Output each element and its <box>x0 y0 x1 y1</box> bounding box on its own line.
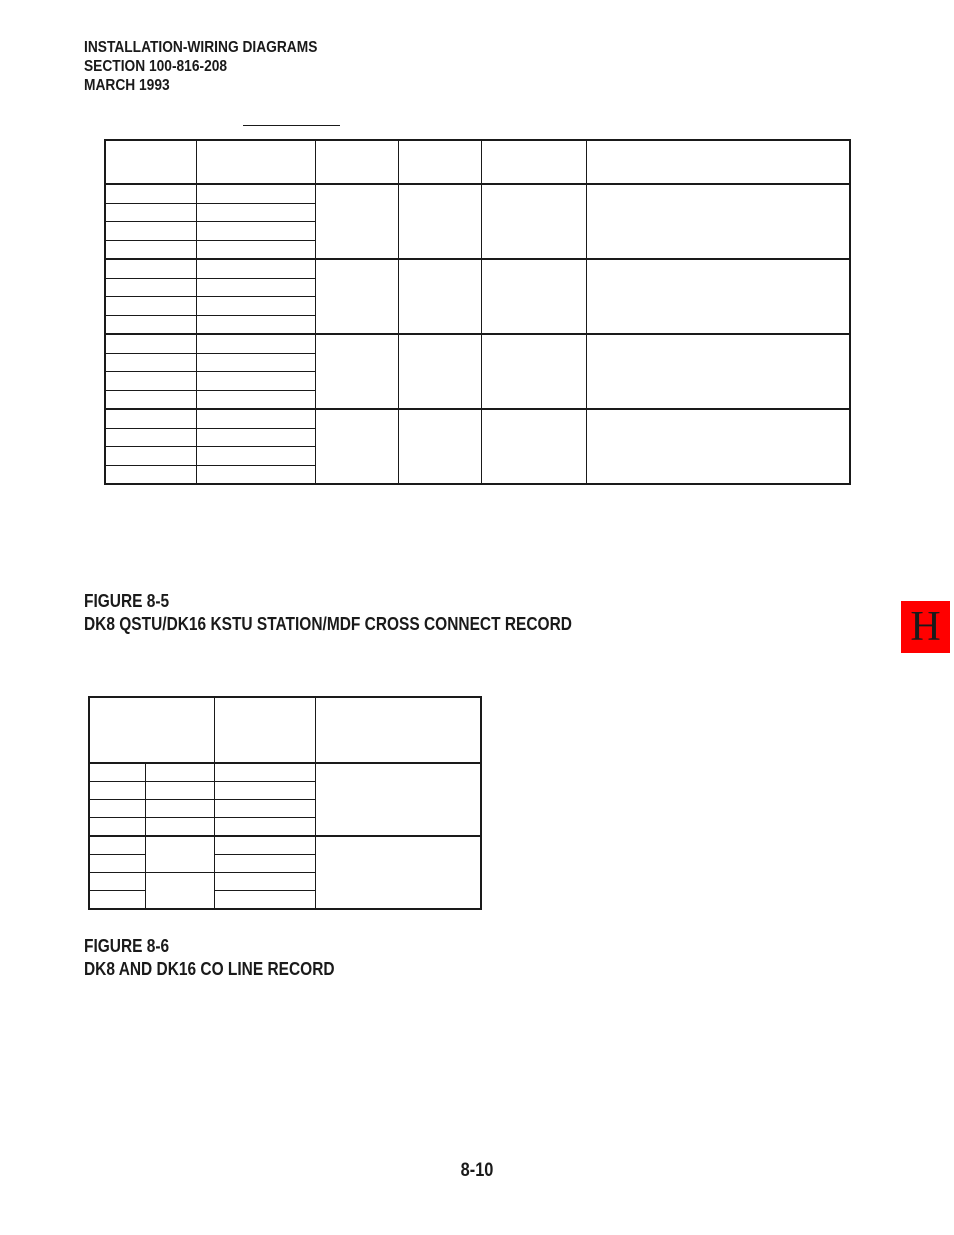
table-header-row <box>105 140 850 184</box>
table-cell[interactable] <box>214 836 315 855</box>
header-date: MARCH 1993 <box>84 77 170 94</box>
table-cell[interactable] <box>315 836 481 909</box>
header-cell <box>214 697 315 763</box>
table-cell[interactable] <box>105 240 196 259</box>
table-cell[interactable] <box>105 390 196 409</box>
table-cell[interactable] <box>196 203 315 222</box>
table-cell[interactable] <box>196 222 315 241</box>
blank-title-underline <box>243 125 340 126</box>
table-cell[interactable] <box>196 184 315 203</box>
table-cell[interactable] <box>586 334 850 409</box>
table-cell[interactable] <box>145 782 214 800</box>
table-cell[interactable] <box>196 259 315 278</box>
table-cell[interactable] <box>145 818 214 837</box>
table-cell[interactable] <box>105 278 196 297</box>
table-cell[interactable] <box>105 315 196 334</box>
table-row <box>105 409 850 428</box>
header-cell <box>481 140 586 184</box>
table-cell[interactable] <box>398 409 481 484</box>
table-cell[interactable] <box>89 800 145 818</box>
table-cell[interactable] <box>196 447 315 466</box>
header-cell <box>196 140 315 184</box>
table-cell[interactable] <box>196 353 315 372</box>
table-cell[interactable] <box>481 184 586 259</box>
table-cell[interactable] <box>196 315 315 334</box>
table-cell[interactable] <box>89 836 145 855</box>
table-row <box>89 836 481 855</box>
header-title: INSTALLATION-WIRING DIAGRAMS <box>84 39 318 56</box>
table-cell[interactable] <box>586 259 850 334</box>
table-cell[interactable] <box>196 278 315 297</box>
section-tab: H <box>901 601 950 653</box>
page-number: 8-10 <box>460 1160 494 1181</box>
table-cell[interactable] <box>89 891 145 910</box>
header-cell <box>89 697 214 763</box>
co-line-record-table <box>88 696 482 910</box>
figure-title: DK8 QSTU/DK16 KSTU STATION/MDF CROSS CONNECT RECORD <box>84 614 572 634</box>
table-cell[interactable] <box>315 334 398 409</box>
table-row <box>105 334 850 353</box>
figure-number: FIGURE 8-5 <box>84 591 170 611</box>
header-cell <box>398 140 481 184</box>
table-row <box>105 259 850 278</box>
table-cell[interactable] <box>398 334 481 409</box>
table-cell[interactable] <box>145 800 214 818</box>
figure-8-6-caption <box>84 935 335 981</box>
table-cell[interactable] <box>89 763 145 782</box>
table-cell[interactable] <box>89 873 145 891</box>
table-cell[interactable] <box>105 259 196 278</box>
table-cell[interactable] <box>145 873 214 910</box>
table-cell[interactable] <box>214 891 315 910</box>
table-cell[interactable] <box>586 184 850 259</box>
table-cell[interactable] <box>89 818 145 837</box>
table-cell[interactable] <box>214 782 315 800</box>
table-cell[interactable] <box>105 428 196 447</box>
header-cell <box>315 140 398 184</box>
figure-8-5-caption <box>84 590 572 636</box>
table-cell[interactable] <box>89 782 145 800</box>
table-cell[interactable] <box>196 390 315 409</box>
table-cell[interactable] <box>214 855 315 873</box>
table-cell[interactable] <box>105 184 196 203</box>
page-number-container <box>0 1160 954 1182</box>
table-cell[interactable] <box>481 409 586 484</box>
table-cell[interactable] <box>196 409 315 428</box>
table-cell[interactable] <box>145 763 214 782</box>
table-row <box>105 184 850 203</box>
table-cell[interactable] <box>315 184 398 259</box>
table-cell[interactable] <box>105 222 196 241</box>
table-cell[interactable] <box>481 259 586 334</box>
document-header <box>84 38 317 95</box>
table-cell[interactable] <box>214 763 315 782</box>
table-cell[interactable] <box>105 353 196 372</box>
table-cell[interactable] <box>214 800 315 818</box>
header-section: SECTION 100-816-208 <box>84 58 228 75</box>
table-cell[interactable] <box>481 334 586 409</box>
table-cell[interactable] <box>105 465 196 484</box>
table-cell[interactable] <box>196 428 315 447</box>
table-cell[interactable] <box>89 855 145 873</box>
table-cell[interactable] <box>214 818 315 837</box>
table-cell[interactable] <box>196 334 315 353</box>
table-cell[interactable] <box>315 409 398 484</box>
table-cell[interactable] <box>398 259 481 334</box>
table-row <box>89 763 481 782</box>
table-cell[interactable] <box>196 372 315 391</box>
table-cell[interactable] <box>196 240 315 259</box>
table-cell[interactable] <box>214 873 315 891</box>
table-cell[interactable] <box>196 465 315 484</box>
table-cell[interactable] <box>315 259 398 334</box>
table-cell[interactable] <box>586 409 850 484</box>
table-cell[interactable] <box>398 184 481 259</box>
header-cell <box>586 140 850 184</box>
table-cell[interactable] <box>105 447 196 466</box>
table-cell[interactable] <box>145 836 214 873</box>
table-header-row <box>89 697 481 763</box>
figure-title: DK8 AND DK16 CO LINE RECORD <box>84 959 335 979</box>
station-mdf-cross-connect-table <box>104 139 851 485</box>
header-cell <box>315 697 481 763</box>
table-cell[interactable] <box>105 372 196 391</box>
table-cell[interactable] <box>105 334 196 353</box>
header-cell <box>105 140 196 184</box>
table-cell[interactable] <box>196 297 315 316</box>
table-cell[interactable] <box>315 763 481 836</box>
table-cell[interactable] <box>105 409 196 428</box>
table-cell[interactable] <box>105 297 196 316</box>
figure-number: FIGURE 8-6 <box>84 936 170 956</box>
table-cell[interactable] <box>105 203 196 222</box>
